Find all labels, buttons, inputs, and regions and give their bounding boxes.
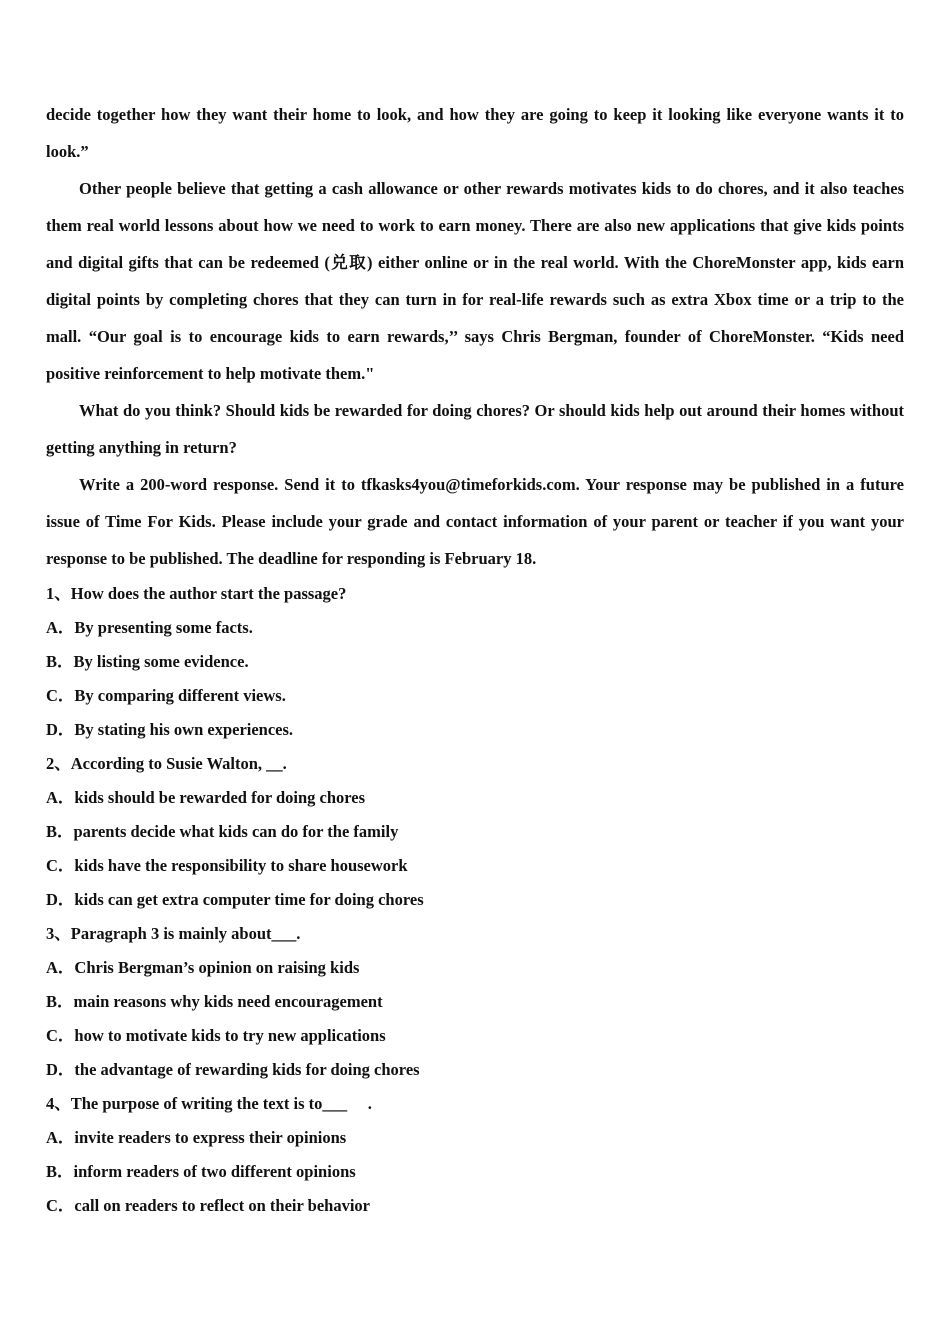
passage-paragraph-1: decide together how they want their home to look, and how they are going to keep it looking like everyone wants it to look.”: [46, 105, 904, 161]
option-b: B．By listing some evidence.: [46, 652, 249, 671]
question-3: [46, 917, 904, 1087]
document-page: [46, 96, 904, 1223]
option-c: C．By comparing different views.: [46, 686, 286, 705]
question-4: [46, 1087, 904, 1223]
passage-paragraph-4: Write a 200-word response. Send it to tfkasks4you@timeforkids.com. Your response may be published in a future issue of Time For Kids. Please include your grade and contact information of your parent or teacher if you want your response to be published. The deadline for responding is February 18.: [46, 475, 904, 568]
option-a: A．Chris Bergman’s opinion on raising kids: [46, 958, 360, 977]
option-d: D．By stating his own experiences.: [46, 720, 294, 739]
question-stem: 3、Paragraph 3 is mainly about___.: [46, 924, 301, 943]
question-stem: 4、The purpose of writing the text is to___ .: [46, 1094, 372, 1113]
option-b: B．main reasons why kids need encouragement: [46, 992, 383, 1011]
passage-paragraph-3: What do you think? Should kids be rewarded for doing chores? Or should kids help out around their homes without getting anything in return?: [46, 401, 904, 457]
option-a: A．By presenting some facts.: [46, 618, 253, 637]
option-c: C．kids have the responsibility to share housework: [46, 856, 408, 875]
option-b: B．parents decide what kids can do for the family: [46, 822, 399, 841]
option-c: C．how to motivate kids to try new applications: [46, 1026, 386, 1045]
option-a: A．invite readers to express their opinions: [46, 1128, 347, 1147]
question-1: [46, 577, 904, 747]
question-2: [46, 747, 904, 917]
option-a: A．kids should be rewarded for doing chores: [46, 788, 366, 807]
option-d: D．the advantage of rewarding kids for doing chores: [46, 1060, 420, 1079]
option-b: B．inform readers of two different opinions: [46, 1162, 356, 1181]
option-c: C．call on readers to reflect on their behavior: [46, 1196, 370, 1215]
question-stem: 1、How does the author start the passage?: [46, 584, 347, 603]
passage-paragraph-2: Other people believe that getting a cash allowance or other rewards motivates kids to do chores, and it also teaches them real world lessons about how we need to work to earn money. There are also new applications that give kids points and digital gifts that can be redeemed (兑取) either online or in the real world. With the ChoreMonster app, kids earn digital points by completing chores that they can turn in for real-life rewards such as extra Xbox time or a trip to the mall. “Our goal is to encourage kids to earn rewards,’’ says Chris Bergman, founder of ChoreMonster. “Kids need positive reinforcement to help motivate them.": [46, 179, 904, 383]
option-d: D．kids can get extra computer time for doing chores: [46, 890, 424, 909]
question-stem: 2、According to Susie Walton, __.: [46, 754, 287, 773]
